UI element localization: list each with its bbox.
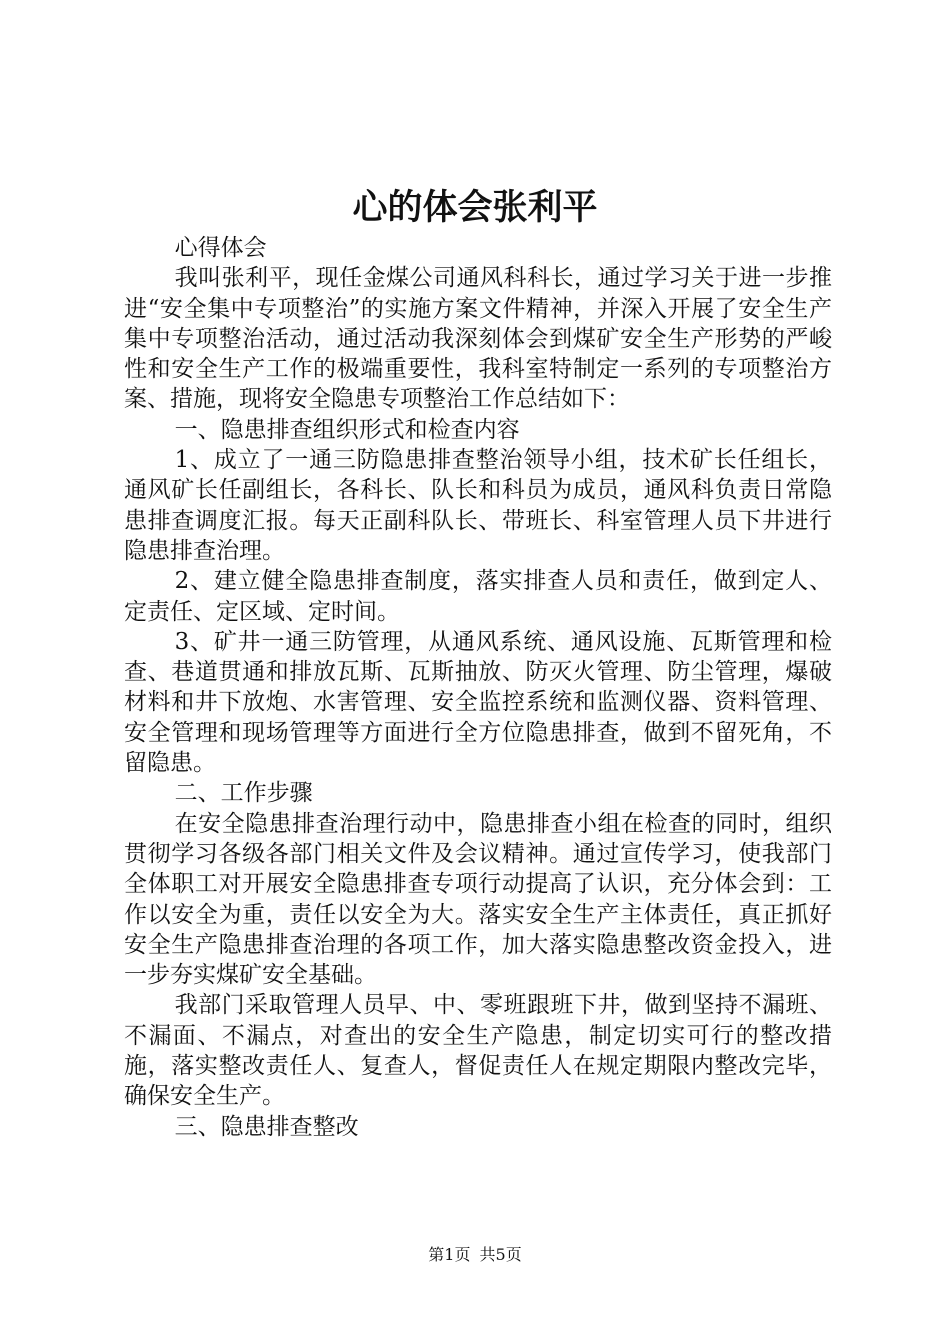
paragraph-introduction: 我叫张利平，现任金煤公司通风科科长，通过学习关于进一步推进“安全集中专项整治”的实施方案文件精神，并深入开展了安全生产集中专项整治活动，通过活动我深刻体会到煤矿安全生产形势的严峻性和安全生产工作的极端重要性，我科室特制定一系列的专项整治方案、措施，现将安全隐患专项整治工作总结如下： (124, 265, 832, 413)
page-total: 共5页 (479, 1245, 522, 1264)
document-title: 心的体会张利平 (352, 188, 598, 228)
paragraph-item-1: 1、成立了一通三防隐患排查整治领导小组，技术矿长任组长，通风矿长任副组长，各科长、队长和科员为成员，通风科负责日常隐患排查调度汇报。每天正副科队长、带班长、科室管理人员下井进行隐患排查治理。 (124, 447, 832, 564)
paragraph-item-3: 3、矿井一通三防管理，从通风系统、通风设施、瓦斯管理和检查、巷道贯通和排放瓦斯、瓦斯抽放、防灭火管理、防尘管理，爆破材料和井下放炮、水害管理、安全监控系统和监测仪器、资料管理、安全管理和现场管理等方面进行全方位隐患排查，做到不留死角，不留隐患。 (124, 628, 832, 777)
page-number: 第1页 (428, 1245, 471, 1264)
section-heading-2: 二、工作步骤 (174, 780, 313, 807)
paragraph-intro-label: 心得体会 (174, 235, 267, 261)
paragraph-work-steps-1: 在安全隐患排查治理行动中，隐患排查小组在检查的同时，组织贯彻学习各级各部门相关文件及会议精神。通过宣传学习，使我部门全体职工对开展安全隐患排查专项行动提高了认识，充分体会到：工作以安全为重，责任以安全为大。落实安全生产主体责任，真正抓好安全生产隐患排查治理的各项工作，加大落实隐患整改资金投入，进一步夯实煤矿安全基础。 (124, 810, 832, 989)
page-footer (0, 1243, 950, 1267)
document-body (124, 233, 832, 1142)
paragraph-work-steps-2: 我部门采取管理人员早、中、零班跟班下井，做到坚持不漏班、不漏面、不漏点，对查出的安全生产隐患，制定切实可行的整改措施，落实整改责任人、复查人，督促责任人在规定期限内整改完毕，确保安全生产。 (124, 992, 832, 1110)
section-heading-3: 三、隐患排查整改 (174, 1113, 359, 1140)
paragraph-item-2: 2、建立健全隐患排查制度，落实排查人员和责任，做到定人、定责任、定区域、定时间。 (124, 568, 832, 625)
section-heading-1: 一、隐患排查组织形式和检查内容 (174, 416, 520, 443)
